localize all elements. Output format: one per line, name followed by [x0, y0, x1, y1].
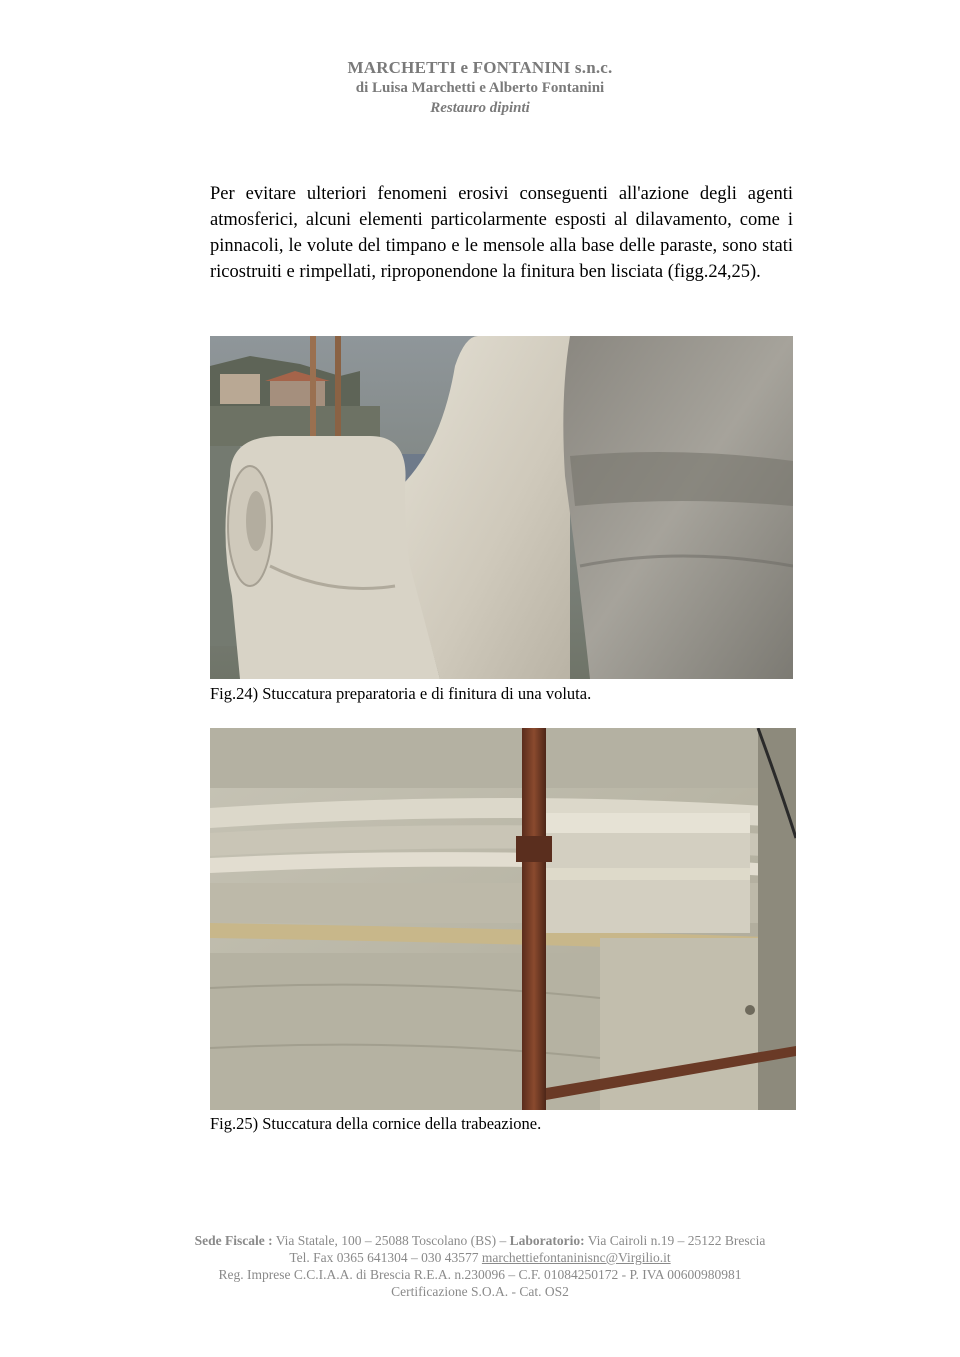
figure-25-photo [210, 728, 796, 1110]
footer-email-link[interactable]: marchettiefontaninisnc@Virgilio.it [481, 1250, 671, 1265]
footer-contact-line [0, 1249, 960, 1266]
company-name: MARCHETTI e FONTANINI s.n.c. [347, 58, 613, 77]
company-activity: Restauro dipinti [430, 100, 530, 116]
figure-24-caption: Fig.24) Stuccatura preparatoria e di finitura di una voluta. [210, 684, 592, 703]
figure-25-caption: Fig.25) Stuccatura della cornice della trabeazione. [210, 1114, 542, 1133]
cornice-photo-illustration [210, 728, 796, 1110]
footer-sede-label: Sede Fiscale : [194, 1233, 273, 1248]
figure-24-photo [210, 336, 793, 679]
footer-sede-value: Via Statale, 100 – 25088 Toscolano (BS) – [275, 1233, 507, 1248]
footer-lab-value: Via Cairoli n.19 – 25122 Brescia [587, 1233, 766, 1248]
volute-photo-illustration [210, 336, 793, 679]
company-owners: di Luisa Marchetti e Alberto Fontanini [355, 80, 605, 96]
footer-lab-label: Laboratorio: [509, 1233, 585, 1248]
page-footer [0, 1232, 960, 1300]
footer-certification: Certificazione S.O.A. - Cat. OS2 [391, 1284, 569, 1299]
body-paragraph: Per evitare ulteriori fenomeni erosivi conseguenti all'azione degli agenti atmosferici, alcuni elementi particolarmente esposti al dilavamento, come i pinnacoli, le volute del timpano e le mensole alla base delle paraste, sono stati ricostruiti e rimpellati, riproponendone la finitura ben lisciata (figg.24,25). [210, 184, 793, 282]
letterhead [0, 58, 960, 118]
footer-phone: Tel. Fax 0365 641304 – 030 43577 [289, 1250, 479, 1265]
footer-address-line [0, 1232, 960, 1249]
footer-registry: Reg. Imprese C.C.I.A.A. di Brescia R.E.A. n.230096 – C.F. 01084250172 - P. IVA 00600980981 [218, 1267, 742, 1282]
